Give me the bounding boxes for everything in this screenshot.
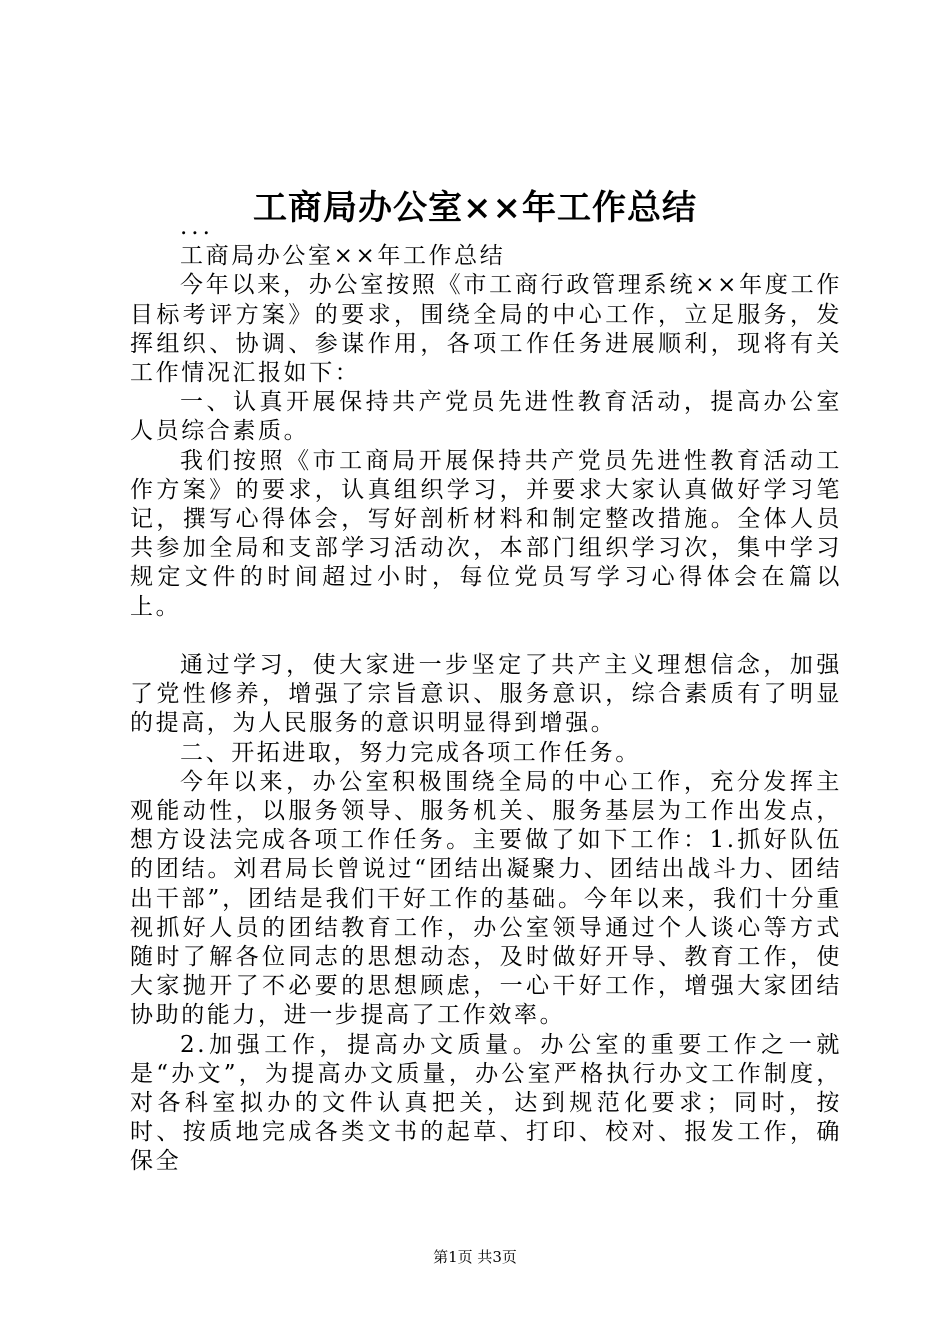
document-work-paragraph: 2.加强工作，提高办文质量。办公室的重要工作之一就是“办文”，为提高办文质量，办公室严格执行办文工作制度，对各科室拟办的文件认真把关，达到规范化要求；同时，按时、按质地完成各类文书的起草、打印、校对、报发工作，确保全 — [130, 1031, 842, 1175]
intro-paragraph: 今年以来，办公室按照《市工商行政管理系统××年度工作目标考评方案》的要求，围绕全局的中心工作，立足服务，发挥组织、协调、参谋作用，各项工作任务进展顺利，现将有关工作情况汇报如下： — [130, 272, 842, 387]
ellipsis-line: ... — [180, 214, 214, 240]
blank-line — [130, 622, 842, 651]
study-paragraph: 我们按照《市工商局开展保持共产党员先进性教育活动工作方案》的要求，认真组织学习，并要求大家认真做好学习笔记，撰写心得体会，写好剖析材料和制定整改措施。全体人员共参加全局和支部学习活动次，本部门组织学习次，集中学习规定文件的时间超过小时，每位党员写学习心得体会在篇以上。 — [130, 447, 842, 620]
document-body — [130, 213, 842, 1177]
subtitle-paragraph: 工商局办公室××年工作总结 — [180, 243, 506, 270]
section-heading-2: 二、开拓进取，努力完成各项工作任务。 — [180, 739, 641, 766]
section-heading-1: 一、认真开展保持共产党员先进性教育活动，提高办公室人员综合素质。 — [130, 389, 842, 445]
document-title: 工商局办公室××年工作总结 — [253, 188, 697, 228]
study-result-paragraph: 通过学习，使大家进一步坚定了共产主义理想信念，加强了党性修养，增强了宗旨意识、服务意识，综合素质有了明显的提高，为人民服务的意识明显得到增强。 — [130, 652, 842, 737]
work-paragraph: 今年以来，办公室积极围绕全局的中心工作，充分发挥主观能动性，以服务领导、服务机关、服务基层为工作出发点，想方设法完成各项工作任务。主要做了如下工作：1.抓好队伍的团结。刘君局长曾说过“团结出凝聚力、团结出战斗力、团结出干部”，团结是我们干好工作的基础。今年以来，我们十分重视抓好人员的团结教育工作，办公室领导通过个人谈心等方式随时了解各位同志的思想动态，及时做好开导、教育工作，使大家抛开了不必要的思想顾虑，一心干好工作，增强大家团结协助的能力，进一步提高了工作效率。 — [130, 768, 842, 1029]
page-number: 第1页 共3页 — [433, 1248, 517, 1266]
